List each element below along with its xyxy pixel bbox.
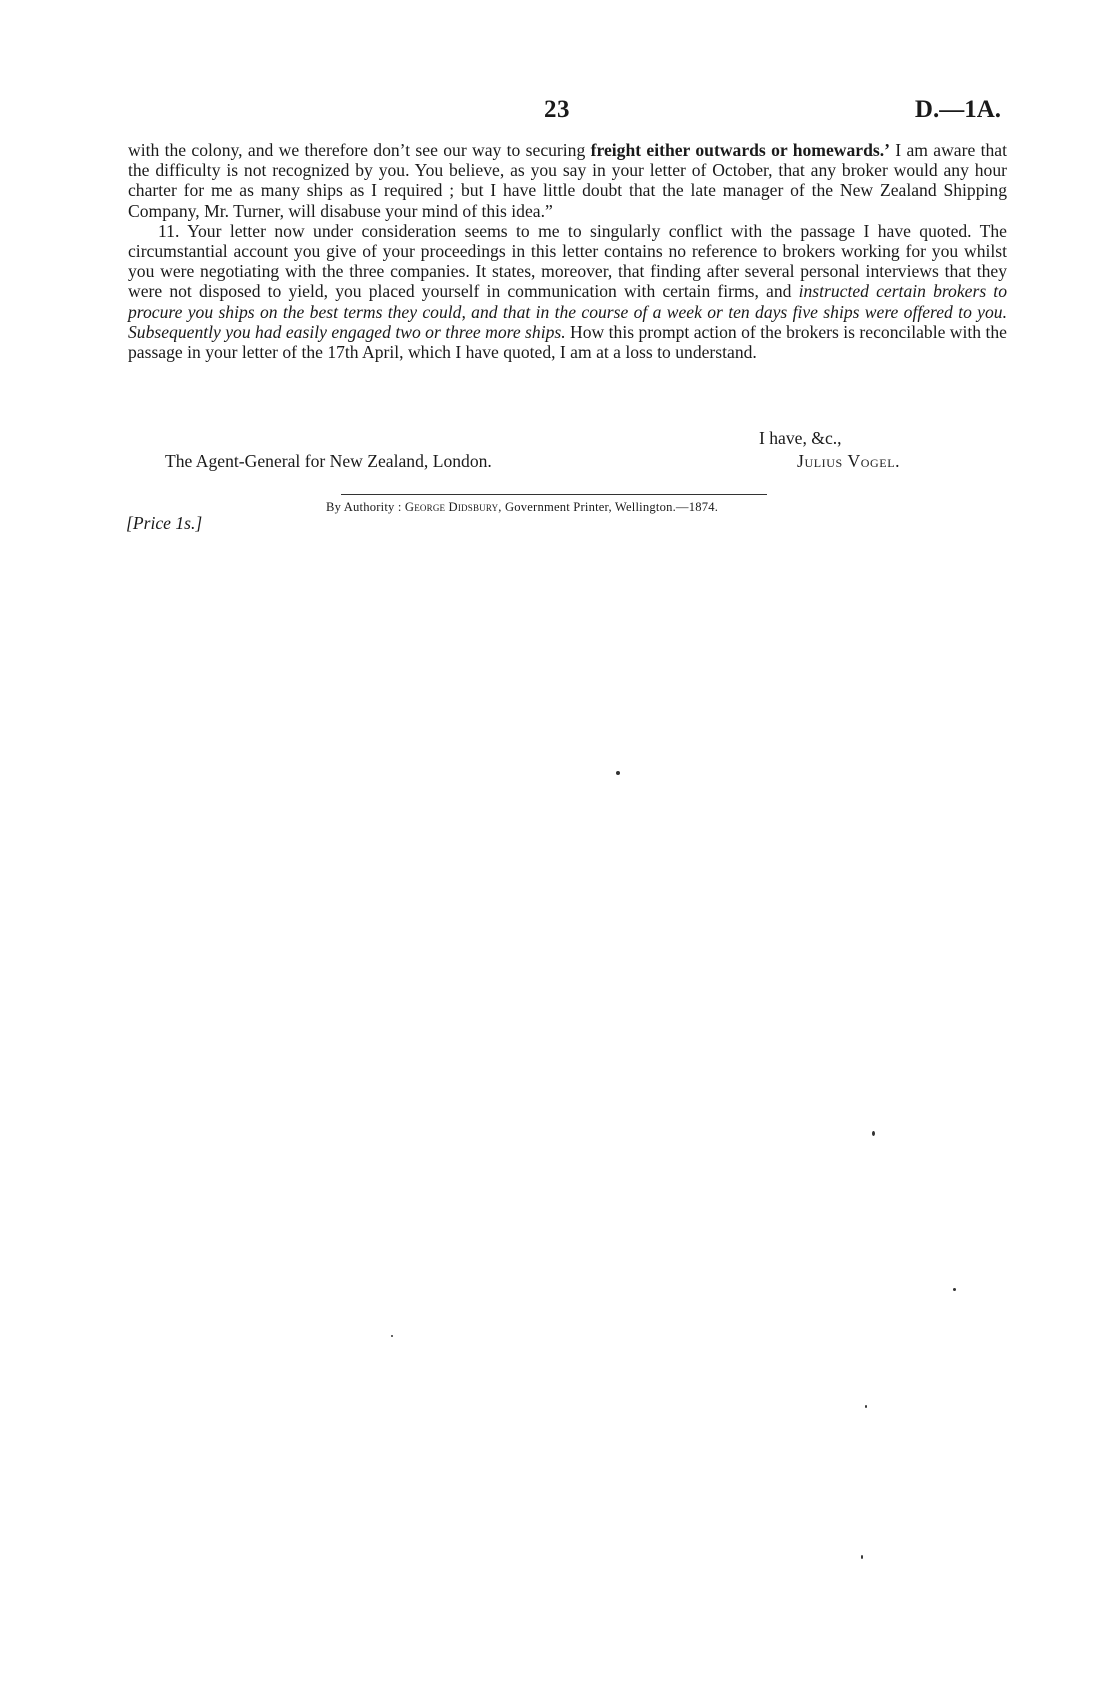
imprint-printer-name: George Didsbury [404,500,499,514]
paragraph-11 [128,221,1007,362]
complimentary-close: I have, &c., [759,428,842,448]
paragraph-11-text-b: How this prompt action of the brokers is reconcilable with the passage in your letter of the 17th April, which I have quoted, I am at a loss to understand. [128,321,1007,363]
paragraph-11-text-a: 11. Your letter now under consideration seems to me to singularly conflict with the passage I have quoted. The circumstantial account you give of your proceedings in this letter contains no reference to brokers working for you whilst you were negotiating with the three companies. It states, moreover, that finding after several personal interviews that they were not disposed to yield, you placed yourself in communication with certain firms, and [128,220,1007,302]
price-label [126,513,202,534]
paragraph-continued [128,140,1007,221]
scan-speck [865,1405,867,1408]
paragraph-11-italic-text: instructed certain brokers to procure you ships on the best terms they could, and that in the course of a week or ten days five ships were offered to you. Subsequently you had easily engaged two or three more ships. [128,281,1007,342]
scan-speck [616,771,620,775]
printer-imprint [326,500,718,515]
scan-speck [391,1335,393,1337]
scan-speck [872,1131,875,1136]
scan-speck [953,1288,956,1291]
imprint-suffix: , Government Printer, Wellington.—1874. [498,500,719,514]
page-number: 23 [544,96,570,123]
imprint-prefix: By Authority : [326,500,405,514]
paragraph-continued-rest: I am aware that the difficulty is not recognized by you. You believe, as you say in your letter of October, that any broker would any hour charter for me as many ships as I required ; but I have little doubt that the late manager of the New Zealand Shipping Company, Mr. Turner, will disabuse your mind of this idea.” [128,140,1007,221]
letter-body [128,140,1007,362]
signature: Julius Vogel. [797,451,901,471]
scan-speck [861,1555,863,1559]
divider-rule [341,494,767,495]
document-reference: D.—1A. [914,96,1001,123]
addressee: The Agent-General for New Zealand, London. [165,451,492,471]
paragraph-continued-bold-text: freight either outwards or homewards.’ [590,140,890,160]
price-text: [Price 1s.] [126,513,203,533]
paragraph-continued-text: with the colony, and we therefore don’t see our way to securing [128,140,591,160]
